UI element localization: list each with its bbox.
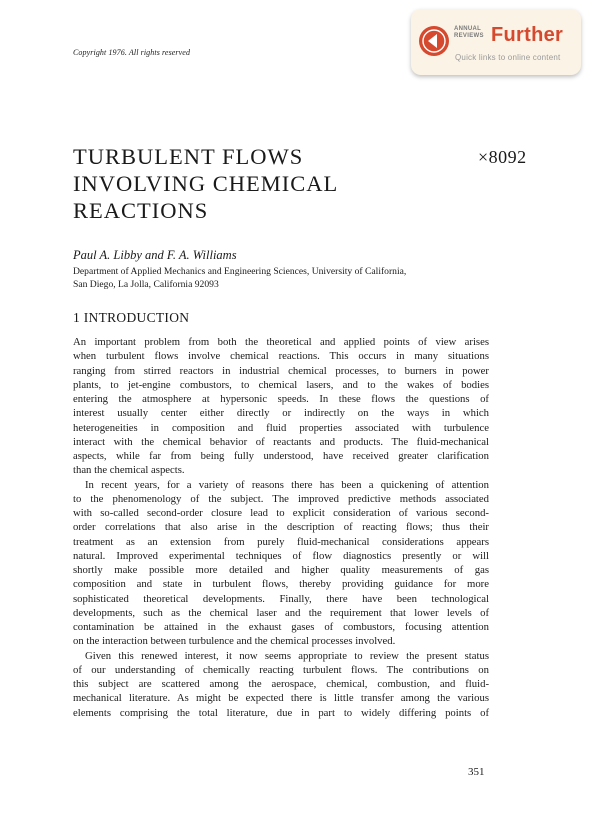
text-line: developments, such as the chemical laser and the requirement that lower levels of xyxy=(73,606,489,619)
title-line: REACTIONS xyxy=(73,198,209,223)
text-line: elements comprising the total literature, due in part to widely differing points of xyxy=(73,706,489,719)
text-line: aspects, while far from being fully understood, have received greater clarification xyxy=(73,450,489,462)
text-line: composition and state in turbulent flows, thereby providing guidance for more xyxy=(73,578,489,591)
section-heading: 1 INTRODUCTION xyxy=(73,310,190,325)
further-label: Further xyxy=(491,24,564,46)
banner-tagline: Quick links to online content xyxy=(455,53,561,62)
text-line: of our understanding of chemically reacting turbulent flows. The contributions on xyxy=(73,663,489,676)
reviews-label: REVIEWS xyxy=(454,33,484,39)
text-line: to the phenomenology of the subject. The improved predictive methods associated xyxy=(73,492,489,505)
text-line: plants, to jet-engine combustors, to chemical lasers, and to the wakes of bodies xyxy=(73,378,489,391)
paragraph-1 xyxy=(73,335,489,478)
affiliation xyxy=(73,265,503,291)
text-line: heterogeneities in composition and fluid properties associated with turbulence xyxy=(73,421,489,434)
paragraph-3 xyxy=(73,649,489,720)
affiliation-line: Department of Applied Mechanics and Engineering Sciences, University of California, xyxy=(73,266,407,277)
arrow-left-icon xyxy=(418,25,450,57)
annual-reviews-further-banner[interactable] xyxy=(411,9,581,75)
paragraph-2 xyxy=(73,478,489,649)
text-line: interact with the chemical behavior of reactants and products. The fluid-mechanical xyxy=(73,435,489,448)
text-line: on the interaction between turbulence and the chemical processes involved. xyxy=(73,635,396,648)
article-code: ×8092 xyxy=(478,147,527,167)
authors: Paul A. Libby and F. A. Williams xyxy=(73,248,237,262)
text-line: shortly make possible more detailed and higher quality measurements of gas xyxy=(73,564,489,576)
text-line: sophisticated theoretical developments. Finally, there have been technological xyxy=(73,592,489,605)
text-line: Given this renewed interest, it now seems appropriate to review the present status xyxy=(85,649,489,662)
text-line: order correlations that also arise in the description of reacting flows; thus their xyxy=(73,521,489,534)
text-line: ranging from stirred reactors in industrial chemical processes, to burners in power xyxy=(73,364,489,377)
text-line: natural. Improved experimental techniques of flow diagnostics presently or will xyxy=(73,549,489,562)
text-line: than the chemical aspects. xyxy=(73,464,185,477)
text-line: entering the atmosphere at hypersonic speeds. In these flows the questions of xyxy=(73,393,489,405)
article-title xyxy=(73,143,393,224)
affiliation-line: San Diego, La Jolla, California 92093 xyxy=(73,279,219,290)
annual-label: ANNUAL xyxy=(454,26,482,32)
article-body xyxy=(73,335,489,720)
text-line: this subject are scattered among the aerospace, chemical, combustion, and fluid- xyxy=(73,678,489,690)
text-line: treatment as an extension from purely fluid-mechanical considerations appears xyxy=(73,535,489,548)
title-line: TURBULENT FLOWS xyxy=(73,144,304,169)
copyright-notice: Copyright 1976. All rights reserved xyxy=(73,48,191,57)
text-line: interest usually center either directly or indirectly on the ways in which xyxy=(73,407,489,420)
text-line: contamination be attained in the exhaust gases of combustors, focusing attention xyxy=(73,621,489,633)
text-line: mechanical literature. As might be expected there is little transfer among the various xyxy=(73,692,489,705)
text-line: with so-called second-order closure lead to explicit consideration of various second- xyxy=(73,507,489,519)
page-number: 351 xyxy=(468,766,485,778)
text-line: In recent years, for a variety of reasons there has been a quickening of attention xyxy=(85,478,489,491)
text-line: An important problem from both the theoretical and applied points of view arises xyxy=(73,336,489,348)
title-line: INVOLVING CHEMICAL xyxy=(73,171,339,196)
annual-reviews-logo-text xyxy=(454,26,484,40)
text-line: when turbulent flows involve chemical reactions. This occurs in many situations xyxy=(73,350,489,363)
